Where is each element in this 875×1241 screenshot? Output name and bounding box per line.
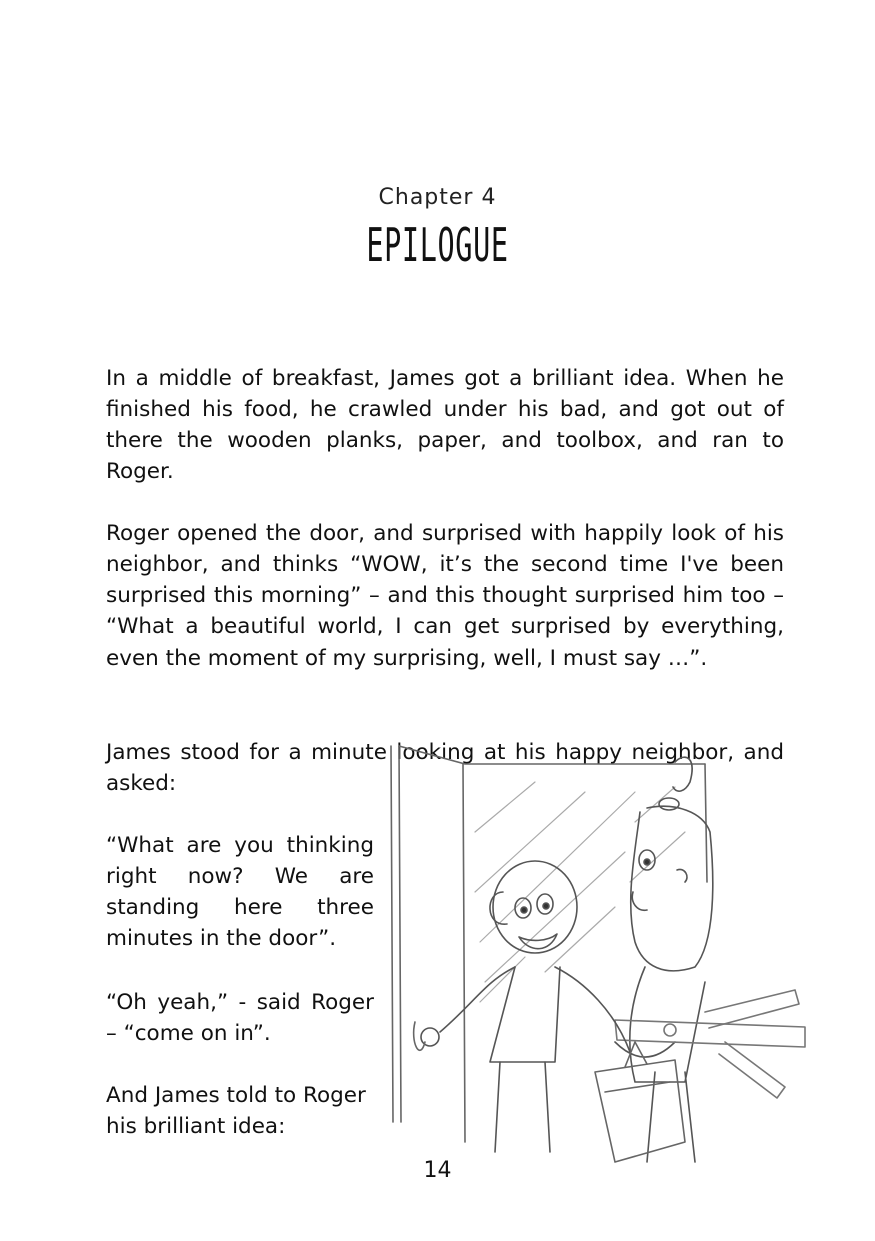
paragraph-breakfast-idea: In a middle of breakfast, James got a brilliant idea. When he finished his food, he crawled under his bad, and got out of there the wooden planks, paper, and toolbox, and ran to Roger. [106, 365, 784, 485]
chapter-title: EPILOGUE [366, 218, 509, 272]
paragraph-james-question: “What are you thinking right now? We are standing here three minutes in the door”. [106, 832, 374, 952]
paragraph-roger-come-in: “Oh yeah,” - said Roger – “come on in”. [106, 989, 374, 1046]
paragraph-james-asked: James stood for a minute looking at his happy neighbor, and asked: [106, 739, 784, 796]
page-number: 14 [423, 1158, 452, 1183]
doorway-illustration [385, 742, 815, 1172]
door-handle [414, 1022, 425, 1050]
paragraph-brilliant-idea: And James told to Roger his brilliant idea: [106, 1082, 366, 1139]
window-hatching [475, 782, 685, 1002]
james-figure [421, 861, 630, 1152]
paragraph-roger-surprised: Roger opened the door, and surprised with happily look of his neighbor, and thinks “WOW, it’s the second time I've been surprised this morning” – and this thought surprised him too – “What a beautiful world, I can get surprised by everything, even the moment of my surprising, well, I must say …”. [106, 520, 784, 671]
roger-figure [615, 757, 713, 1162]
toolbox [595, 1042, 685, 1162]
chapter-label: Chapter 4 [378, 185, 497, 210]
